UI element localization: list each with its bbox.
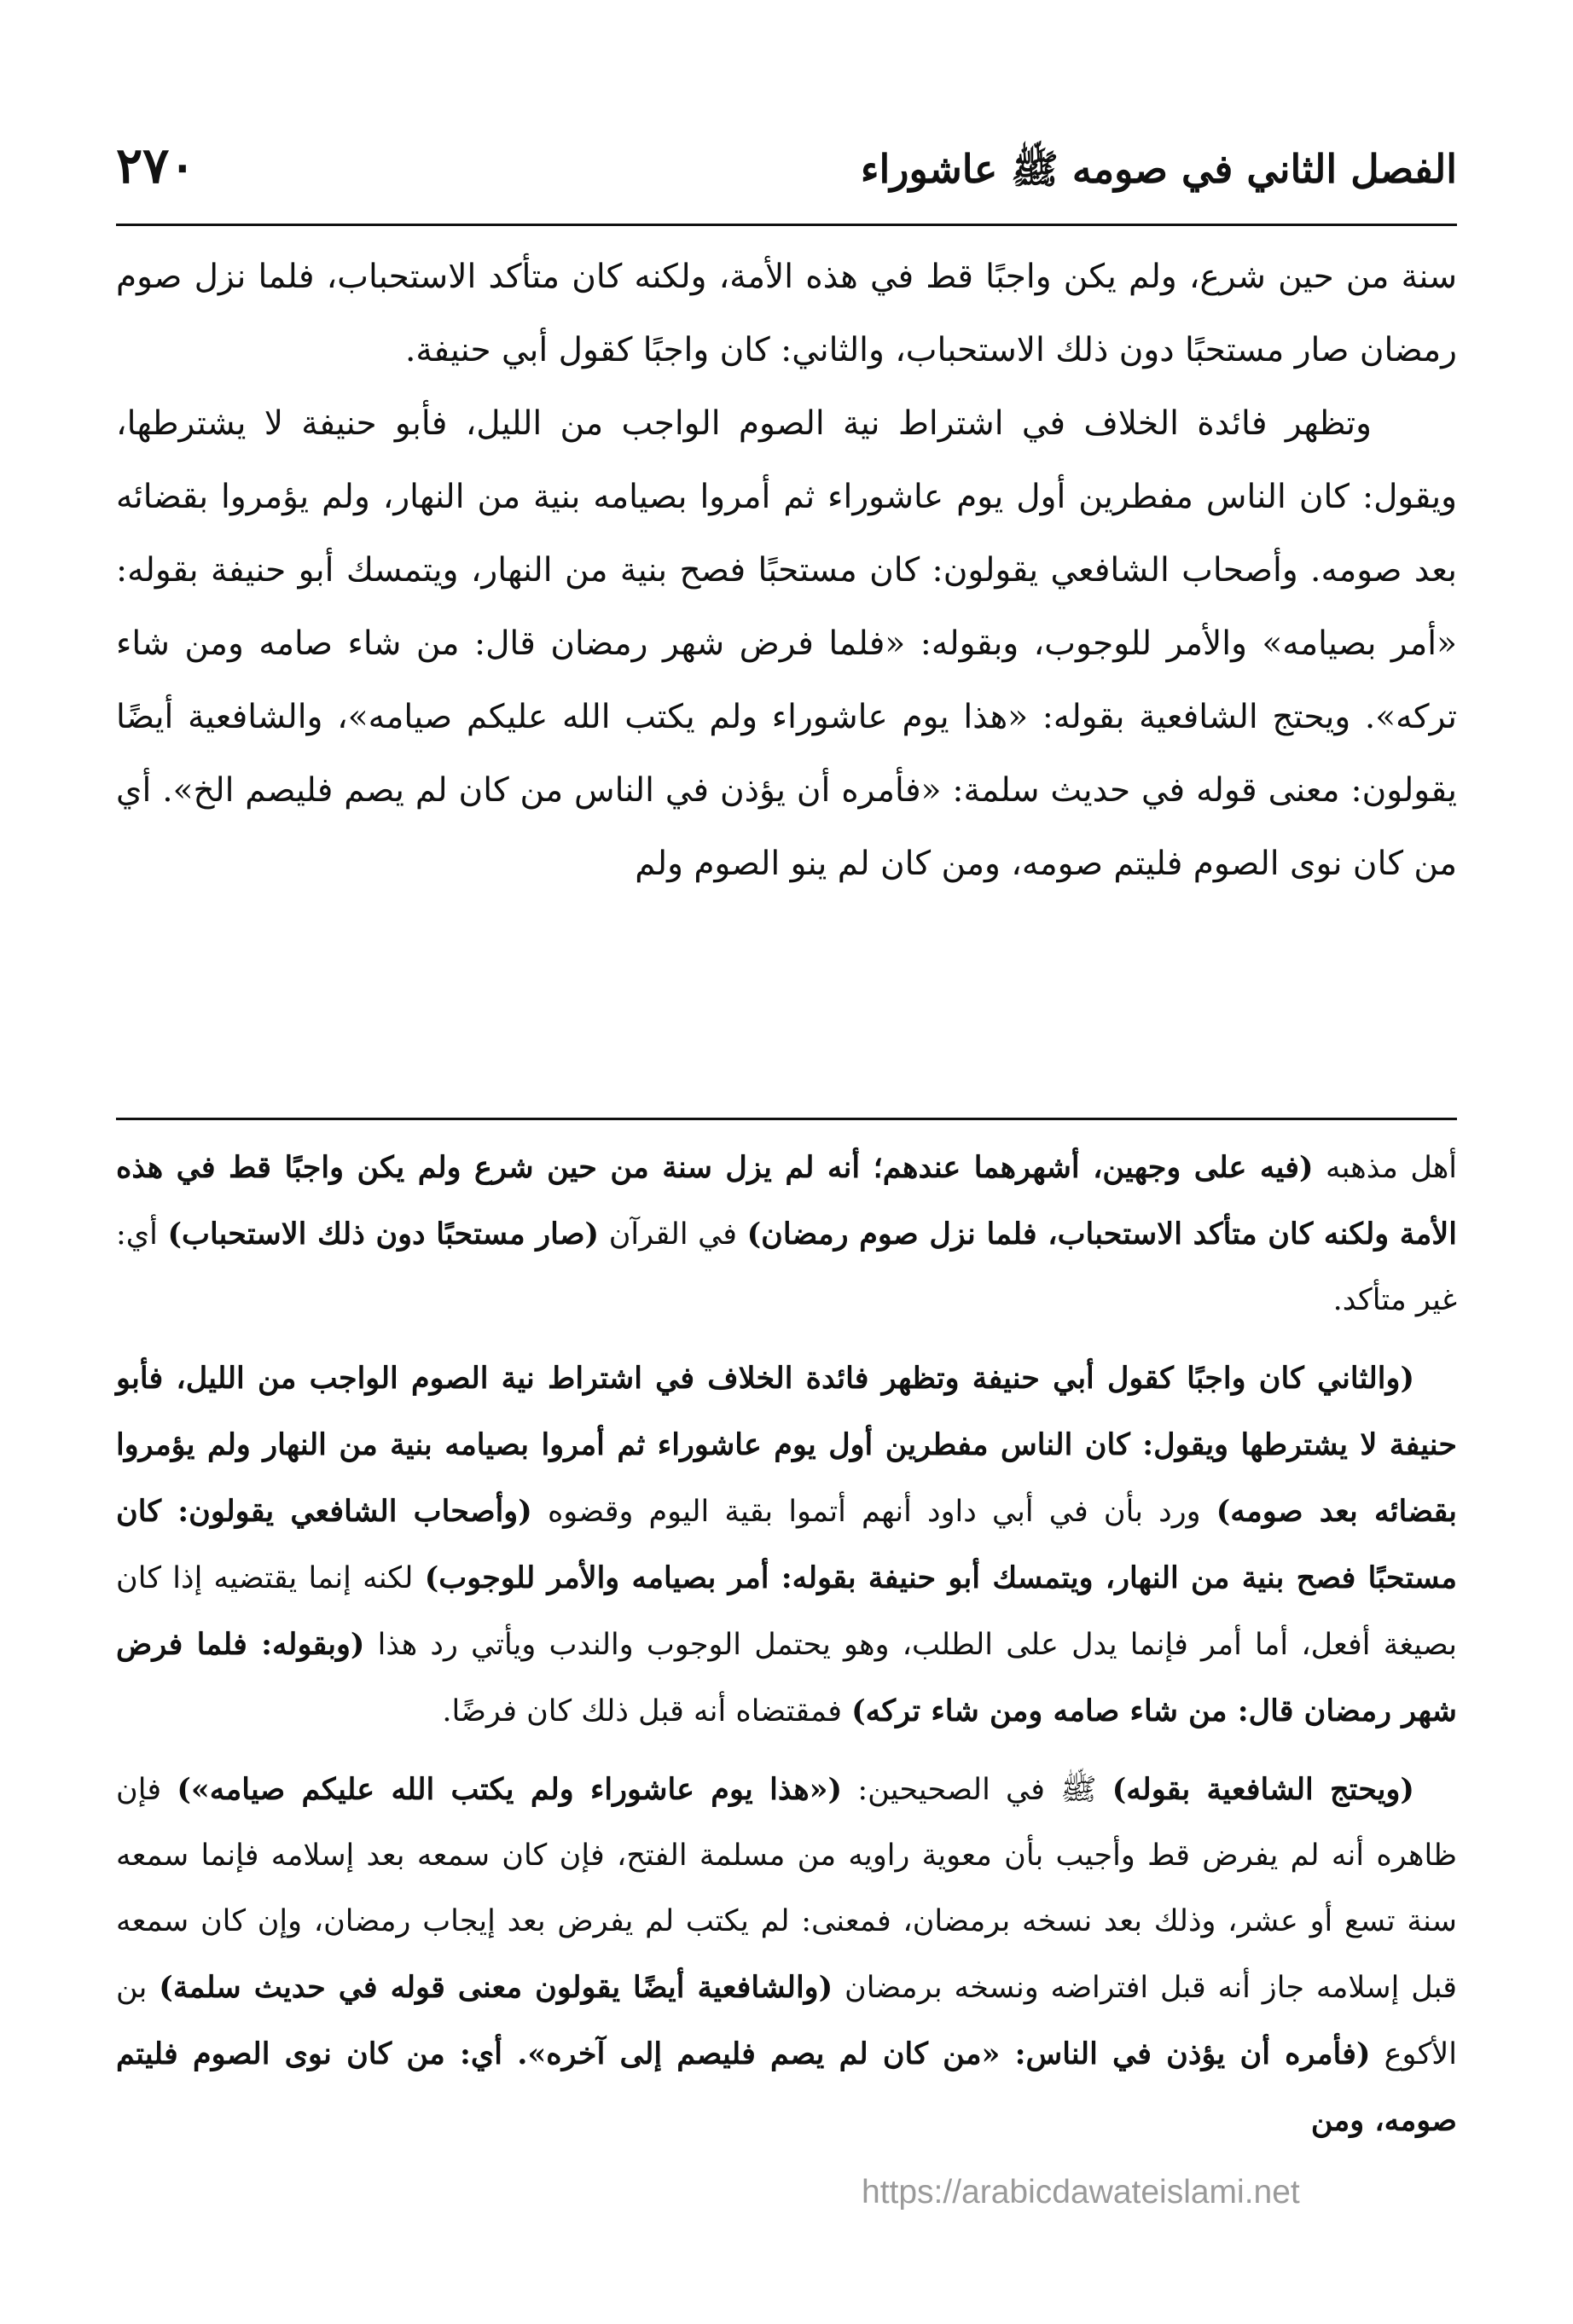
commentary-quoted-text: (ويحتج الشافعية بقوله) (1112, 1772, 1414, 1807)
commentary (116, 1135, 1457, 2166)
commentary-paragraph (116, 1757, 1457, 2154)
page-number: ٢٧٠ (116, 137, 196, 195)
commentary-quoted-text: (وأصحاب الشافعي يقولون: كان مستحبًا فصح بنية من النهار، ويتمسك أبو حنيفة بقوله: أمر بصيامه والأمر للوجوب) (116, 1494, 1458, 1595)
page-header (116, 137, 1457, 213)
commentary-text: فمقتضاه أنه قبل ذلك كان فرضًا. (442, 1694, 852, 1728)
main-text (116, 241, 1457, 901)
commentary-text: ورد بأن في أبي داود أنهم أتموا بقية اليوم وقضوه (531, 1495, 1216, 1529)
commentary-quoted-text: (صار مستحبًا دون ذلك الاستحباب) (167, 1217, 600, 1252)
main-paragraph: سنة من حين شرع، ولم يكن واجبًا قط في هذه الأمة، ولكنه كان متأكد الاستحباب، فلما نزل صوم رمضان صار مستحبًا دون ذلك الاستحباب، والثاني: كان واجبًا كقول أبي حنيفة. (116, 258, 1457, 369)
commentary-quoted-text: (فأمره أن يؤذن في الناس: «من كان لم يصم فليصم إلى آخره». أي: من كان نوى الصوم فليتم صومه، ومن (116, 2036, 1457, 2138)
commentary-text: أي: غير متأكد. (116, 1217, 1457, 1317)
commentary-quoted-text: (والشافعية أيضًا يقولون معنى قوله في حديث سلمة) (159, 1970, 833, 2005)
commentary-quoted-text: (وبقوله: فلما فرض شهر رمضان قال: من شاء صامه ومن شاء تركه) (116, 1627, 1457, 1728)
commentary-text: في القرآن (599, 1217, 747, 1252)
commentary-text: لكنه إنما يقتضيه إذا كان بصيغة أفعل، أما أمر فإنما يدل على الطلب، وهو يحتمل الوجوب والندب ويأتي رد هذا (116, 1561, 1458, 1662)
commentary-quoted-text: (فيه على وجهين، أشهرهما عندهم؛ أنه لم يزل سنة من حين شرع ولم يكن واجبًا قط في هذه الأمة ولكنه كان متأكد الاستحباب، فلما نزل صوم رمضان) (116, 1150, 1457, 1252)
watermark-url: https://arabicdawateislami.net (862, 2174, 1300, 2211)
commentary-text: فإن ظاهره أنه لم يفرض قط وأجيب بأن معوية راويه من مسلمة الفتح، فإن كان سمعه بعد إسلامه فإنما سمعه سنة تسع أو عشر، وذلك بعد نسخه برمضان، فمعنى: لم يكتب لم يفرض بعد إيجاب رمضان، وإن كان سمعه قبل إسلامه جاز أنه قبل افتراضه ونسخه برمضان (116, 1773, 1458, 2005)
commentary-quoted-text: (والثاني كان واجبًا كقول أبي حنيفة وتظهر فائدة الخلاف في اشتراط نية الصوم الواجب من الليل، فأبو حنيفة لا يشترطها ويقول: كان الناس مفطرين أول يوم عاشوراء ثم أمروا بصيامه بنية من النهار ولم يؤمروا بقضائه بعد صومه) (116, 1361, 1457, 1529)
commentary-paragraph (116, 1345, 1457, 1745)
header-divider (116, 224, 1457, 226)
commentary-text: بن الأكوع (116, 1971, 1457, 2071)
commentary-text: أهل مذهبه (1313, 1151, 1458, 1185)
commentary-text: ﷺ في الصحيحين: (842, 1773, 1112, 1807)
running-title: الفصل الثاني في صومه ﷺ عاشوراء (860, 146, 1457, 192)
main-paragraph: وتظهر فائدة الخلاف في اشتراط نية الصوم الواجب من الليل، فأبو حنيفة لا يشترطها، ويقول: كان الناس مفطرين أول يوم عاشوراء ثم أمروا بصيامه بنية من النهار، ولم يؤمروا بقضائه بعد صومه. وأصحاب الشافعي يقولون: كان مستحبًا فصح بنية من النهار، ويتمسك أبو حنيفة بقوله: «أمر بصيامه» والأمر للوجوب، وبقوله: «فلما فرض شهر رمضان قال: من شاء صامه ومن شاء تركه». ويحتج الشافعية بقوله: «هذا يوم عاشوراء ولم يكتب الله عليكم صيامه»، والشافعية أيضًا يقولون: معنى قوله في حديث سلمة: «فأمره أن يؤذن في الناس من كان لم يصم فليصم الخ». أي من كان نوى الصوم فليتم صومه، ومن كان لم ينو الصوم ولم (116, 404, 1457, 883)
commentary-quoted-text: («هذا يوم عاشوراء ولم يكتب الله عليكم صيامه») (177, 1772, 843, 1807)
commentary-paragraph (116, 1135, 1457, 1333)
commentary-divider (116, 1118, 1457, 1120)
